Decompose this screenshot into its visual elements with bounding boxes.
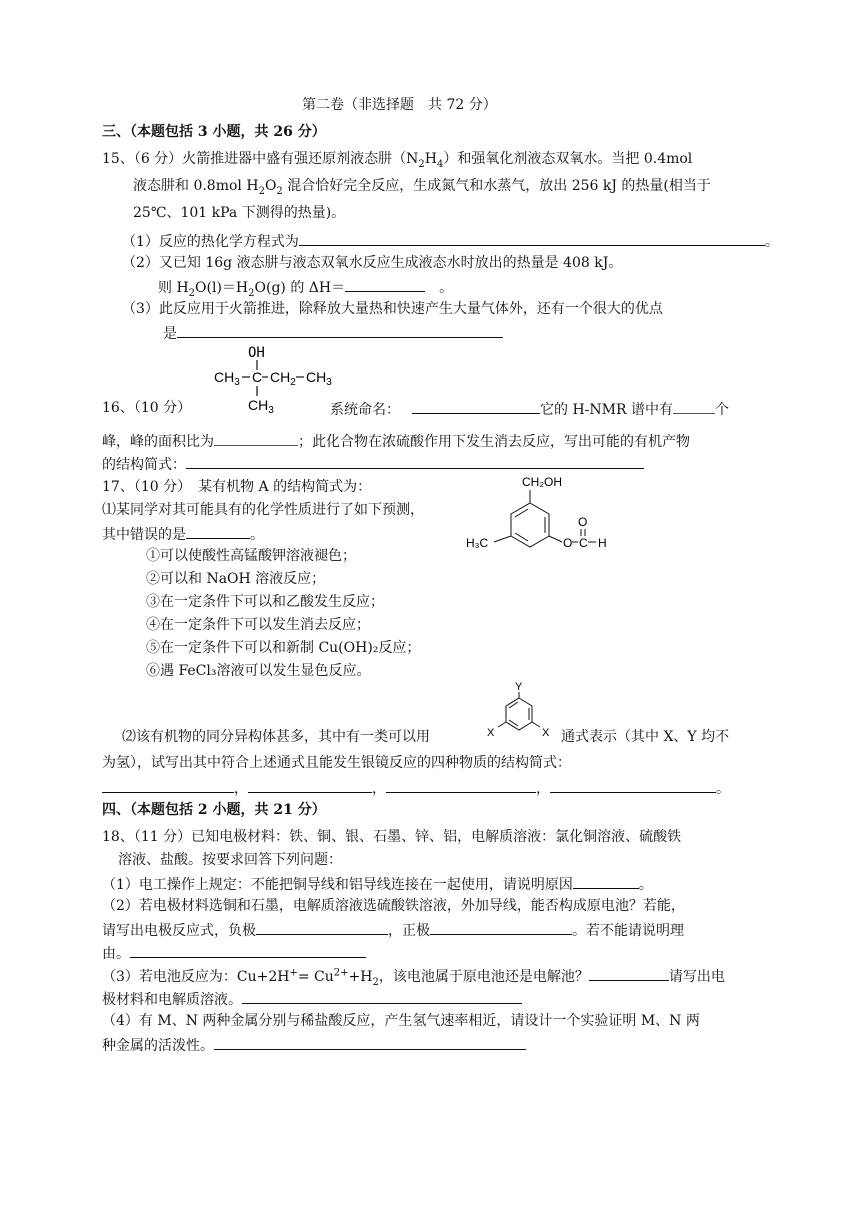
q18-reason-blank[interactable] — [573, 873, 639, 889]
q17-c-label: C — [579, 536, 588, 550]
q18-part-2-line-3: 由。 — [102, 942, 366, 964]
q16-ch2: $CH_2$ — [270, 369, 296, 388]
q17-item-2: ②可以和 NaOH 溶液反应； — [146, 571, 326, 587]
q17-item-5: ⑤在一定条件下可以和新制 Cu(OH)₂反应； — [146, 640, 421, 656]
q17-isomer-blank-3[interactable] — [386, 777, 536, 793]
q18-anode-blank[interactable] — [256, 919, 388, 935]
q15-intro-line-2: 液态肼和 0.8mol $H_2O_2$ 混合恰好完全反应，生成氮气和水蒸气，放出 256 kJ 的热量(相当于 — [133, 178, 711, 197]
q16-label: 16、（10 分） — [102, 400, 192, 416]
q15-intro-line-3: 25℃、101 kPa 下测得的热量)。 — [133, 205, 346, 221]
section-4-heading: 四、（本题包括 2 小题，共 21 分） — [102, 802, 326, 818]
q17-item-1: ①可以使酸性高锰酸钾溶液褪色； — [146, 548, 356, 564]
q15-part-2: （2）又已知 16g 液态肼与液态双氧水反应生成液态水时放出的热量是 408 kJ。 — [122, 255, 623, 271]
q18-part-1: （1）电工操作上规定：不能把铜导线和铝导线连接在一起使用，请说明原因 。 — [102, 873, 653, 895]
q18-materials-blank[interactable] — [242, 988, 522, 1004]
q18-cathode-blank[interactable] — [430, 919, 572, 935]
q15-intro-line-1: 15、（6 分）火箭推进器中盛有强还原剂液态肼$(N_2H_4)$和强氧化剂液态双氧水。当把 0.4mol — [102, 151, 693, 170]
q17-item-6: ⑥遇 FeCl₃溶液可以发生显色反应。 — [146, 663, 371, 679]
q17-sub1: ⑴某同学对其可能具有的化学性质进行了如下预测， — [102, 502, 424, 518]
q16-ch3-left: $CH_3$ — [214, 369, 240, 388]
q18-part-4: （4）有 M、N 两种金属分别与稀盐酸反应，产生氢气速率相近，请设计一个实验证明 M、N 两 — [102, 1013, 700, 1029]
q17-ch2oh-label: CH₂OH — [522, 475, 562, 489]
q16-line-3: 的结构简式： — [102, 453, 644, 475]
q18-cell-type-blank[interactable] — [589, 965, 669, 981]
q15-answer-blank-3[interactable] — [177, 322, 503, 338]
q17-molecule-a — [462, 470, 622, 580]
svg-text:C: C — [252, 369, 263, 385]
q15-answer-blank-1[interactable] — [299, 230, 765, 246]
q17-item-3: ③在一定条件下可以和乙酸发生反应； — [146, 594, 384, 610]
q18-part-3: （3）若电池反应为：$Cu+2H^+= Cu^{2+}+H_2$，该电池属于原电池还是电解池？ 请写出电 — [102, 965, 725, 987]
q18-experiment-blank[interactable] — [214, 1034, 526, 1050]
q17-h3c-label: H₃C — [466, 536, 489, 550]
q17-o-top-label: O — [578, 515, 588, 529]
q15-part-1: （1）反应的热化学方程式为 。 — [122, 230, 779, 252]
q16-product-blank[interactable] — [186, 453, 644, 469]
q16-line-2: 峰，峰的面积比为 ；此化合物在浓硫酸作用下发生消去反应，写出可能的有机产物 — [102, 430, 690, 452]
q17-sub2-b: 通式表示（其中 X、Y 均不 — [561, 729, 730, 745]
q17-benzene-ring — [511, 503, 549, 547]
q15-part-3: （3）此反应用于火箭推进，除释放大量热和快速产生大量气体外，还有一个很大的优点 — [122, 301, 663, 317]
q17-h-label: H — [598, 536, 607, 550]
q17-sub2: ⑵该有机物的同分异构体甚多，其中有一类可以用 — [122, 729, 430, 745]
section-3-heading: 三、（本题包括 3 小题，共 26 分） — [102, 124, 326, 140]
q16-ch3-right: $CH_3$ — [306, 369, 332, 388]
q17-sub1-line-2: 其中错误的是 。 — [102, 523, 264, 545]
q17-gen-x2: X — [542, 727, 550, 739]
q17-gen-y: Y — [515, 681, 523, 693]
q16-ch3-bottom: $CH_3$ — [248, 397, 274, 416]
q18-part-2-line-2: 请写出电极反应式，负极 ，正极 。若不能请说明理 — [102, 919, 684, 941]
q17-sub2-c: 为氢），试写出其中符合上述通式且能发生银镜反应的四种物质的结构简式： — [102, 755, 571, 771]
q17-label: 17、（10 分） 某有机物 A 的结构简式为： — [102, 479, 372, 495]
q16-peaks-blank[interactable] — [673, 398, 715, 414]
q15-answer-blank-2[interactable] — [345, 276, 425, 292]
q17-error-blank[interactable] — [186, 523, 250, 539]
q17-item-4: ④在一定条件下可以发生消去反应； — [146, 617, 370, 633]
q15-part-2-formula: 则 $H_2O(l)=H_2O(g)$ 的 ΔH＝ 。 — [158, 276, 453, 298]
q18-explain-blank[interactable] — [130, 942, 366, 958]
q17-general-formula — [484, 678, 556, 740]
q15-part-3-line-2: 是 — [163, 322, 503, 344]
q17-isomer-blank-2[interactable] — [248, 777, 372, 793]
q16-oh-label: OH — [248, 345, 265, 361]
q17-isomer-blank-1[interactable] — [102, 777, 234, 793]
q18-part-4-line-2: 种金属的活泼性。 — [102, 1034, 526, 1056]
q17-isomer-blanks: ， ， ， 。 — [102, 777, 730, 799]
q18-intro-line-2: 溶液、盐酸。按要求回答下列问题： — [118, 852, 342, 868]
q17-o-label: O — [563, 536, 573, 550]
q16-ratio-blank[interactable] — [214, 430, 298, 446]
q18-intro-line-1: 18、（11 分）已知电极材料：铁、铜、银、石墨、锌、铝，电解质溶液：氯化铜溶液、硫酸铁 — [102, 829, 682, 845]
q18-part-3-line-2: 极材料和电解质溶液。 — [102, 988, 522, 1010]
q16-structure — [200, 340, 350, 420]
part-title: 第二卷（非选择题 共 72 分） — [302, 97, 497, 113]
q17-gen-x1: X — [487, 727, 495, 739]
q17-isomer-blank-4[interactable] — [550, 777, 716, 793]
q16-name-blank[interactable] — [412, 398, 540, 414]
q16-naming-line: 系统命名： 它的 H-NMR 谱中有 个 — [330, 398, 729, 420]
q18-part-2: （2）若电极材料选铜和石墨，电解质溶液选硫酸铁溶液，外加导线，能否构成原电池？若能， — [102, 898, 685, 914]
